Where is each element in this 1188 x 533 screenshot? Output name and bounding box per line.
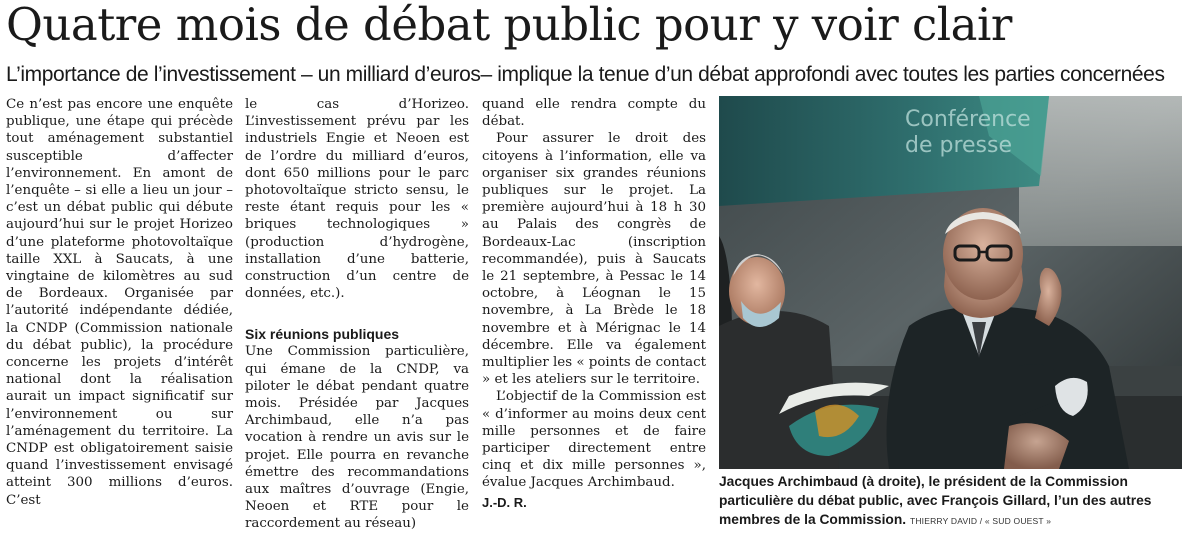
section-subtitle: Six réunions publiques xyxy=(245,326,400,343)
paragraph: Ce n’est pas encore une enquête publique, une étape qui précède tout aménagement substantiel susceptible d’affecter l’environnement. En amont de l’enquête – si elle a lieu un jour – c’est un débat public qui débute aujourd’hui sur le projet Horizeo d’une plateforme photovoltaïque taille XXL à Saucats, à une vingtaine de kilomètres au sud de Bordeaux. Organisée par l’autorité indépendante dédiée, la CNDP (Commission nationale du débat public), la procédure concerne les projets d’intérêt national dont la réalisation aurait un impact significatif sur l’environnement ou sur l’aménagement du territoire. La CNDP est obligatoirement saisie quand l’investissement envisagé atteint 300 millions d’euros. C’est xyxy=(6,97,233,508)
screen-text-line-1: Conférence xyxy=(905,107,1031,132)
article-headline: Quatre mois de débat public pour y voir clair xyxy=(6,0,1012,51)
screen-text-line-2: de presse xyxy=(905,133,1013,158)
paragraph: L’objectif de la Commission est « d’informer au moins deux cent mille personnes et de faire participer directement entre cinq et dix mille personnes », évalue Jacques Archimbaud. xyxy=(482,389,706,491)
caption-text: Jacques Archimbaud (à droite), le président de la Commission particulière du débat public, avec François Gillard, l’un des autres membres de la Commission. xyxy=(719,474,1152,527)
photo-illustration xyxy=(719,96,1182,469)
photo-credit: THIERRY DAVID / « SUD OUEST » xyxy=(909,516,1052,526)
paragraph: le cas d’Horizeo. L’investissement prévu par les industriels Engie et Neoen est de l’ordre du milliard d’euros, dont 650 millions pour le parc photovoltaïque stricto sensu, le reste étant requis pour les « briques technologiques » (production d’hydrogène, installation d’une batterie, construction d’un centre de données, etc.). xyxy=(245,97,469,302)
paragraph: Une Commission particulière, qui émane de la CNDP, va piloter le débat pendant quatre mois. Présidée par Jacques Archimbaud, elle n’a pas vocation à rendre un avis sur le projet. Elle pourra en revanche émettre des recommandations aux maîtres d’ouvrage (Engie, Neoen et RTE pour le raccordement au réseau) xyxy=(245,344,469,532)
article-column-2 xyxy=(245,96,469,533)
author-signature: J.-D. R. xyxy=(482,494,527,510)
press-conference-photo xyxy=(719,96,1182,469)
photo-caption xyxy=(719,472,1182,531)
paragraph: Pour assurer le droit des citoyens à l’information, elle va organiser six grandes réunions publiques sur le projet. La première aujourd’hui à 18 h 30 au Palais des congrès de Bordeaux-Lac (inscription recommandée), puis à Saucats le 21 septembre, à Pessac le 14 octobre, à Léognan le 15 novembre, à La Brède le 18 novembre et à Mérignac le 14 décembre. Elle va également multiplier les « points de contact » et les ateliers sur le territoire. xyxy=(482,131,707,388)
paragraph: quand elle rendra compte du débat. xyxy=(482,97,706,130)
article-subheadline: L’importance de l’investissement – un milliard d’euros– implique la tenue d’un débat approfondi avec toutes les parties concernées xyxy=(6,63,1165,86)
article-column-1 xyxy=(6,96,233,509)
article-column-3 xyxy=(482,96,706,511)
